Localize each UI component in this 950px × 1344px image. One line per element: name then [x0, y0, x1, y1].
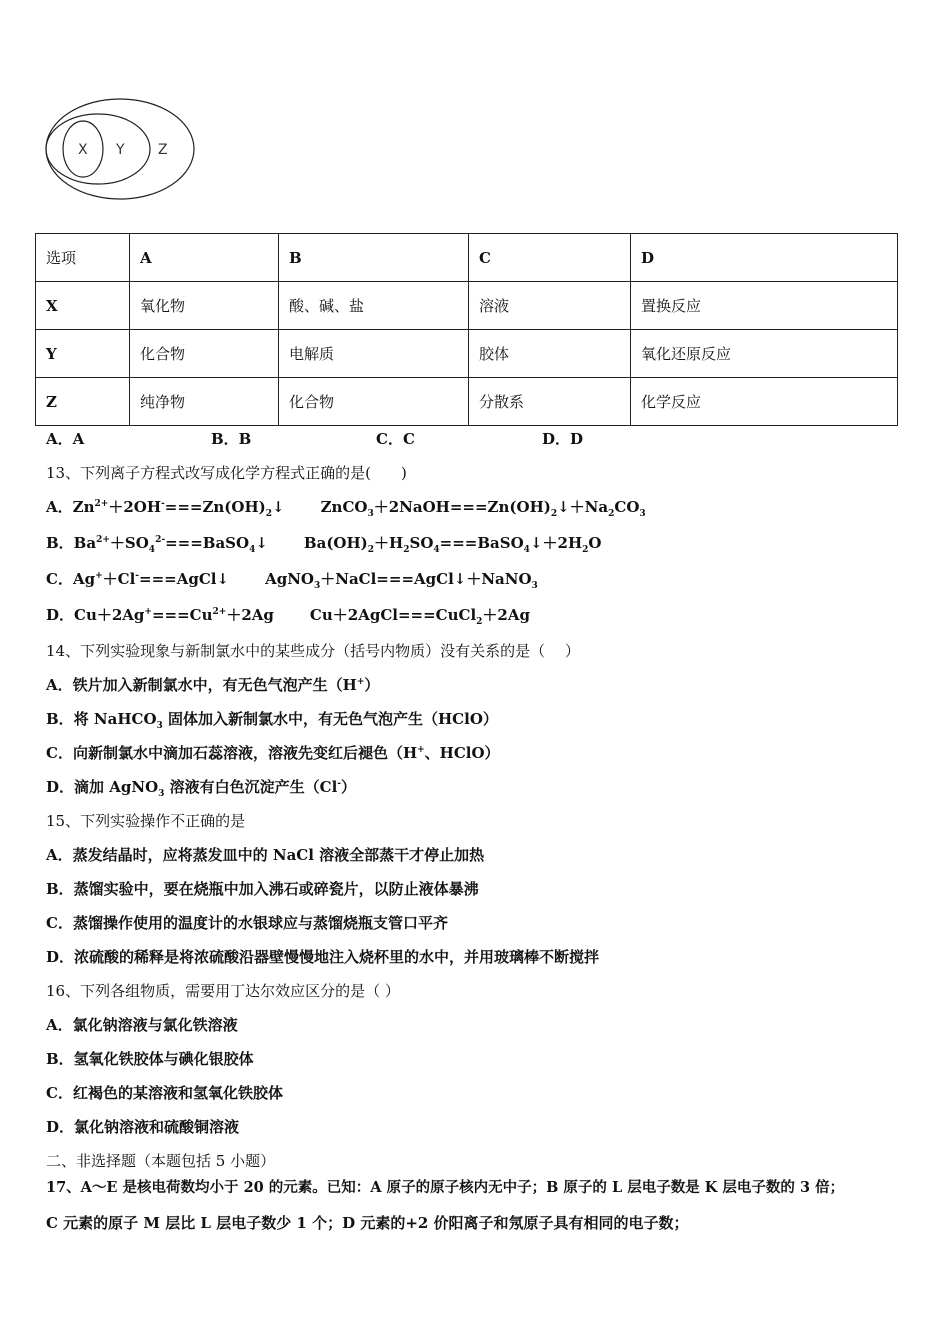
- venn-diagram: [40, 96, 200, 206]
- q15-option-b[interactable]: B．蒸馏实验中，要在烧瓶中加入沸石或碎瓷片，以防止液体暴沸: [46, 880, 479, 898]
- table-header-cell: B: [279, 234, 469, 282]
- options-table: [35, 233, 898, 426]
- q14-option-c[interactable]: C．向新制氯水中滴加石蕊溶液，溶液先变红后褪色（H+、HClO）: [46, 744, 500, 762]
- table-header-cell: 选项: [36, 234, 130, 282]
- q13-option-b[interactable]: B．$Ba^{2+}+SO_4^{2-}===BaSO_4↓$ $Ba(OH)_2+H_2SO_4===BaSO_4↓+2H_2O$: [46, 534, 602, 555]
- table-cell: 化合物: [279, 378, 469, 426]
- q16-option-a[interactable]: A．氯化钠溶液与氯化铁溶液: [46, 1016, 238, 1034]
- answer-choice-c[interactable]: C．C: [376, 430, 415, 448]
- q16-option-c[interactable]: C．红褐色的某溶液和氢氧化铁胶体: [46, 1084, 283, 1102]
- table-header-cell: D: [631, 234, 898, 282]
- q14-option-b[interactable]: B．将 NaHCO$_3$ 固体加入新制氯水中，有无色气泡产生（HClO）: [46, 710, 498, 731]
- table-cell: 胶体: [469, 330, 631, 378]
- answer-choice-a[interactable]: A．A: [46, 430, 85, 448]
- table-cell: 化学反应: [631, 378, 898, 426]
- table-cell: 纯净物: [130, 378, 279, 426]
- q16-option-d[interactable]: D．氯化钠溶液和硫酸铜溶液: [46, 1118, 240, 1136]
- q14-option-d[interactable]: D．滴加 AgNO$_3$ 溶液有白色沉淀产生（Cl-）: [46, 778, 357, 799]
- q15-option-a[interactable]: A．蒸发结晶时，应将蒸发皿中的 NaCl 溶液全部蒸干才停止加热: [46, 846, 485, 864]
- table-row-label: Y: [36, 330, 130, 378]
- table-row: [36, 378, 898, 426]
- table-cell: 酸、碱、盐: [279, 282, 469, 330]
- venn-label-z: Z: [158, 142, 168, 158]
- table-row-label: X: [36, 282, 130, 330]
- q15-option-d[interactable]: D．浓硫酸的稀释是将浓硫酸沿器壁慢慢地注入烧杯里的水中，并用玻璃棒不断搅拌: [46, 948, 600, 966]
- table-cell: 置换反应: [631, 282, 898, 330]
- q13-option-a[interactable]: A．$Zn^{2+}+2OH^-===Zn(OH)_2↓$ $ZnCO_3+2NaOH===Zn(OH)_2↓+Na_2CO_3$: [46, 498, 646, 519]
- table-row-label: Z: [36, 378, 130, 426]
- table-cell: 氧化还原反应: [631, 330, 898, 378]
- q14-stem: 14、下列实验现象与新制氯水中的某些成分（括号内物质）没有关系的是（ ）: [46, 642, 580, 660]
- q16-option-b[interactable]: B．氢氧化铁胶体与碘化银胶体: [46, 1050, 254, 1068]
- section-heading: 二、非选择题（本题包括 5 小题）: [46, 1152, 276, 1170]
- venn-middle-ellipse-y: [46, 114, 150, 184]
- table-cell: 分散系: [469, 378, 631, 426]
- table-row: [36, 330, 898, 378]
- table-cell: 溶液: [469, 282, 631, 330]
- venn-label-y: Y: [116, 142, 125, 158]
- table-cell: 氧化物: [130, 282, 279, 330]
- table-header-row: [36, 234, 898, 282]
- table-header-cell: C: [469, 234, 631, 282]
- q15-option-c[interactable]: C．蒸馏操作使用的温度计的水银球应与蒸馏烧瓶支管口平齐: [46, 914, 448, 932]
- q14-option-a[interactable]: A．铁片加入新制氯水中，有无色气泡产生（H+）: [46, 676, 380, 694]
- q13-stem: 13、下列离子方程式改写成化学方程式正确的是( ): [46, 464, 407, 482]
- answer-choice-d[interactable]: D．D: [542, 430, 584, 448]
- table-cell: 电解质: [279, 330, 469, 378]
- answer-choice-b[interactable]: B．B: [211, 430, 252, 448]
- q13-option-d[interactable]: D．$Cu+2Ag^+===Cu^{2+}+2Ag$ Cu＋2AgCl===CuCl$_2$＋2Ag: [46, 606, 530, 627]
- table-cell: 化合物: [130, 330, 279, 378]
- q16-stem: 16、下列各组物质，需要用丁达尔效应区分的是（ ）: [46, 982, 400, 1000]
- venn-label-x: X: [78, 142, 88, 158]
- q17-line-1: 17、A～E 是核电荷数均小于 20 的元素。已知：A 原子的原子核内无中子；B 原子的 L 层电子数是 K 层电子数的 3 倍；: [46, 1179, 845, 1196]
- q15-stem: 15、下列实验操作不正确的是: [46, 812, 246, 830]
- q13-option-c[interactable]: C．Ag+＋Cl-===AgCl↓ AgNO$_3$＋NaCl===AgCl↓＋NaNO$_3$: [46, 570, 538, 591]
- table-row: [36, 282, 898, 330]
- q17-line-2: C 元素的原子 M 层比 L 层电子数少 1 个；D 元素的+2 价阳离子和氖原子具有相同的电子数；: [46, 1214, 689, 1232]
- table-header-cell: A: [130, 234, 279, 282]
